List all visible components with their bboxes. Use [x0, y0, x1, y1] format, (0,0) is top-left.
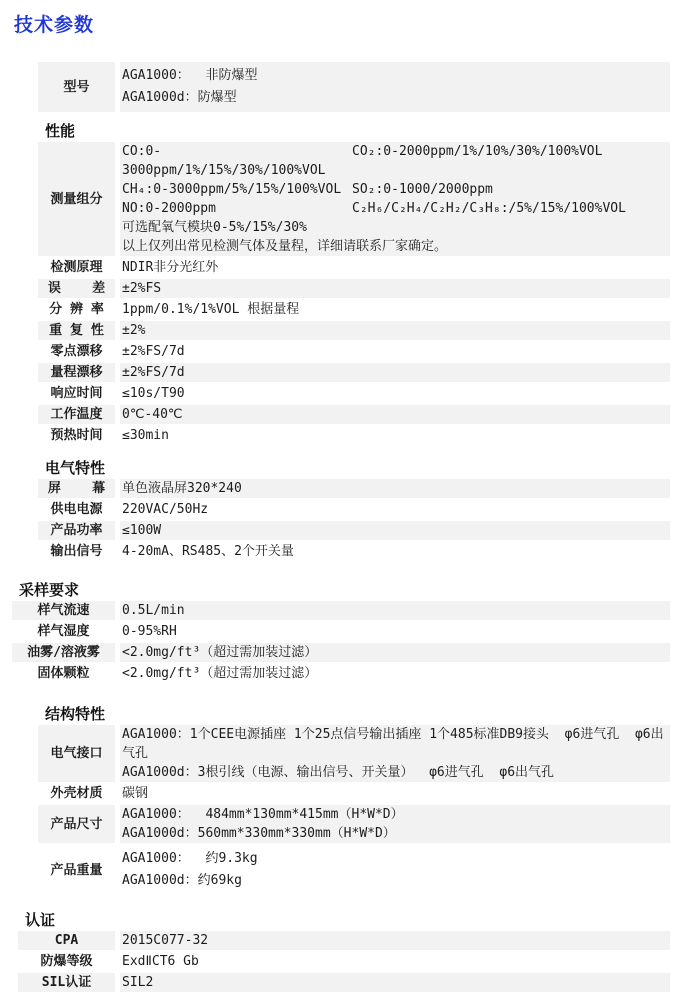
- spec-value: 0-95%RH: [122, 624, 177, 639]
- spec-row-explosion-proof-grade: [18, 952, 670, 971]
- spec-label: 输出信号: [50, 544, 103, 559]
- spec-row-model: [38, 62, 670, 112]
- spec-row-weight: [38, 845, 670, 895]
- spec-label: 预热时间: [50, 428, 103, 443]
- spec-label: 产品重量: [50, 862, 103, 878]
- weight-line-2: AGA1000d：约69kg: [122, 873, 242, 888]
- section-electrical: [38, 459, 670, 561]
- gas-ch4: CH₄:0-3000ppm/5%/15%/100%VOL: [122, 182, 342, 197]
- gas-so2: SO₂:0-1000/2000ppm: [352, 182, 493, 197]
- spec-row-flow-rate: [12, 601, 670, 620]
- spec-value: <2.0mg/ft³（超过需加装过滤）: [122, 666, 318, 681]
- spec-label: 供电电源: [50, 502, 103, 517]
- gas-line-1: [122, 142, 670, 180]
- gas-note-contact: 以上仅列出常见检测气体及量程，详细请联系厂家确定。: [122, 239, 448, 254]
- weight-line-1: AGA1000： 约9.3kg: [122, 851, 258, 866]
- spec-label: 油雾/溶液雾: [12, 643, 115, 662]
- spec-label: 检测原理: [50, 260, 103, 275]
- spec-row-repeatability: [38, 321, 670, 340]
- spec-label: CPA: [18, 931, 115, 950]
- spec-value: <2.0mg/ft³（超过需加装过滤）: [120, 643, 670, 662]
- dimension-line-2: AGA1000d：560mm*330mm*330mm（H*W*D）: [122, 826, 396, 841]
- spec-label: 零点漂移: [50, 344, 103, 359]
- spec-label-gases: 测量组分: [38, 142, 115, 256]
- gas-note-oxygen: 可选配氧气模块0-5%/15%/30%: [122, 220, 307, 235]
- spec-value: ±2%FS: [120, 279, 670, 298]
- section-model: [38, 62, 670, 112]
- model-line-1: AGA1000： 非防爆型: [122, 68, 258, 83]
- spec-value: ±2%FS/7d: [120, 363, 670, 382]
- spec-label: 样气流速: [12, 601, 115, 620]
- spec-row-span-drift: [38, 363, 670, 382]
- spec-value: ExdⅡCT6 Gb: [122, 954, 199, 969]
- spec-label: 分 辨 率: [49, 302, 104, 317]
- spec-row-screen: [38, 479, 670, 498]
- gas-no: NO:0-2000ppm: [122, 201, 216, 216]
- spec-row-oil-mist: [12, 643, 670, 662]
- spec-row-interfaces: [38, 725, 670, 782]
- model-line-2: AGA1000d：防爆型: [122, 90, 237, 105]
- spec-row-error: [38, 279, 670, 298]
- spec-label: 误 差: [38, 279, 115, 298]
- gas-line-3: [122, 199, 670, 218]
- spec-label: 样气湿度: [37, 624, 90, 639]
- spec-value: 碳钢: [122, 786, 149, 801]
- spec-row-principle: [38, 258, 670, 277]
- spec-row-gases: [38, 142, 670, 256]
- section-sampling: [12, 581, 670, 683]
- spec-value: ±2%FS/7d: [122, 344, 185, 359]
- spec-value: 2015C077-32: [120, 931, 670, 950]
- section-header-sampling: 采样要求: [19, 581, 80, 599]
- spec-row-working-temp: [38, 405, 670, 424]
- spec-label: 外壳材质: [50, 786, 103, 801]
- spec-value: 0℃-40℃: [120, 405, 670, 424]
- spec-value: NDIR非分光红外: [122, 260, 219, 275]
- gas-line-2: [122, 180, 670, 199]
- interface-line-1: AGA1000：1个CEE电源插座 1个25点信号输出插座 1个485标准DB9接头 φ6进气孔 φ6出气孔: [122, 727, 664, 761]
- spec-label: 屏 幕: [38, 479, 115, 498]
- spec-label: 重 复 性: [38, 321, 115, 340]
- spec-row-warmup-time: [38, 426, 670, 445]
- spec-value-gases: [120, 142, 670, 256]
- spec-label: 固体颗粒: [37, 666, 90, 681]
- dimension-line-1: AGA1000： 484mm*130mm*415mm（H*W*D）: [122, 807, 404, 822]
- spec-row-output-signal: [38, 542, 670, 561]
- spec-row-cpa: [18, 931, 670, 950]
- section-header-certification: 认证: [25, 911, 56, 929]
- spec-value: [120, 845, 670, 895]
- spec-value: SIL2: [120, 973, 670, 992]
- spec-row-power: [38, 521, 670, 540]
- spec-label: 防爆等级: [40, 954, 93, 969]
- spec-label: 量程漂移: [38, 363, 115, 382]
- spec-value: 4-20mA、RS485、2个开关量: [122, 544, 294, 559]
- spec-label: 产品尺寸: [38, 805, 115, 843]
- section-structure: [38, 705, 670, 895]
- spec-row-sil: [18, 973, 670, 992]
- spec-value: 1ppm/0.1%/1%VOL 根据量程: [122, 302, 300, 317]
- spec-row-solid-particles: [12, 664, 670, 683]
- spec-value: ≤10s/T90: [122, 386, 185, 401]
- section-header-electrical: 电气特性: [45, 459, 106, 477]
- spec-label-model: 型号: [38, 62, 115, 112]
- spec-value: [120, 805, 670, 843]
- spec-value: 220VAC/50Hz: [122, 502, 209, 517]
- spec-value: [120, 725, 670, 782]
- spec-label: 产品功率: [38, 521, 115, 540]
- spec-row-power-supply: [38, 500, 670, 519]
- section-performance: [38, 122, 670, 445]
- gas-hydrocarbons: C₂H₆/C₂H₄/C₂H₂/C₃H₈:/5%/15%/100%VOL: [352, 201, 626, 216]
- spec-label: 工作温度: [38, 405, 115, 424]
- spec-value-model: [120, 62, 670, 112]
- spec-value: ±2%: [120, 321, 670, 340]
- spec-row-response-time: [38, 384, 670, 403]
- spec-value: ≤30min: [122, 428, 169, 443]
- spec-label: 电气接口: [38, 725, 115, 782]
- spec-row-humidity: [12, 622, 670, 641]
- spec-row-dimensions: [38, 805, 670, 843]
- spec-row-zero-drift: [38, 342, 670, 361]
- spec-value: ≤100W: [120, 521, 670, 540]
- spec-value: 0.5L/min: [120, 601, 670, 620]
- spec-value: 单色液晶屏320*240: [120, 479, 670, 498]
- spec-label: SIL认证: [18, 973, 115, 992]
- section-header-performance: 性能: [45, 122, 76, 140]
- spec-row-resolution: [38, 300, 670, 319]
- page-title: 技术参数: [14, 14, 95, 36]
- gas-co2: CO₂:0-2000ppm/1%/10%/30%/100%VOL: [352, 144, 603, 159]
- interface-line-2: AGA1000d：3根引线（电源、输出信号、开关量） φ6进气孔 φ6出气孔: [122, 765, 555, 780]
- spec-row-housing-material: [38, 784, 670, 803]
- section-header-structure: 结构特性: [45, 705, 106, 723]
- gas-co: CO:0-3000ppm/1%/15%/30%/100%VOL: [122, 144, 326, 178]
- spec-label: 响应时间: [50, 386, 103, 401]
